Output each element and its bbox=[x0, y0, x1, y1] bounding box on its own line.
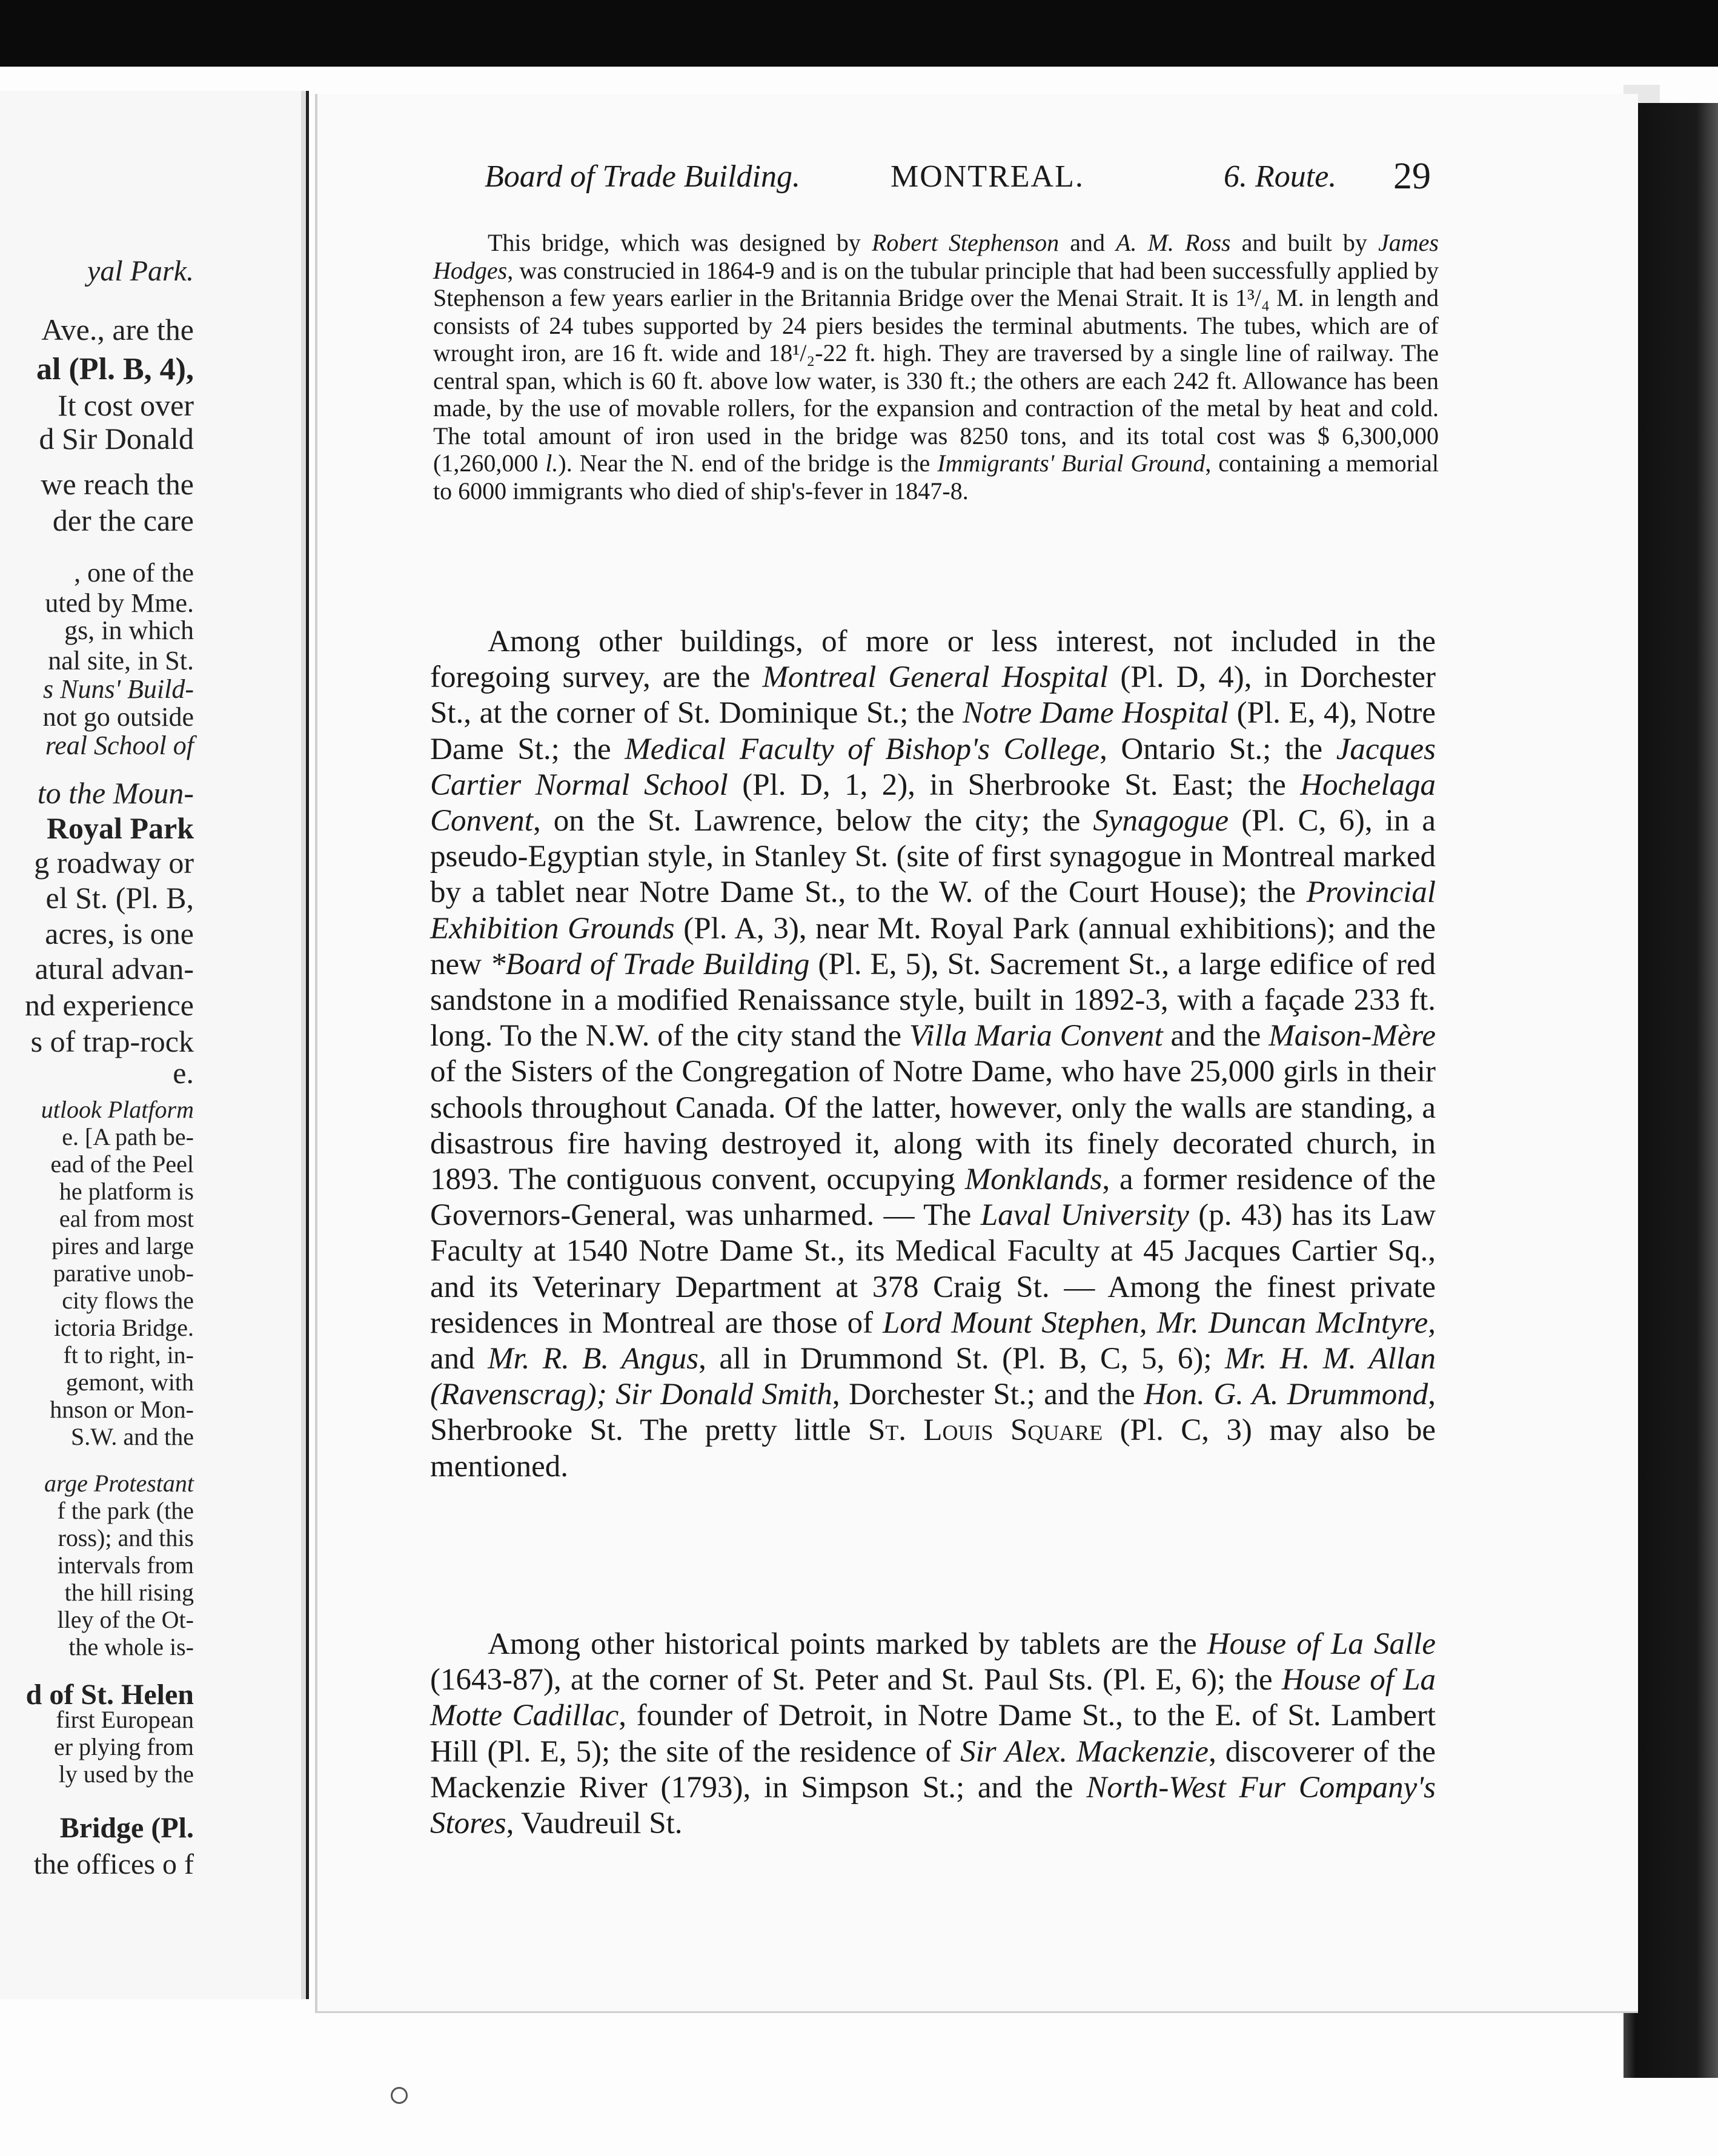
left-page-line: lley of the Ot- bbox=[57, 1606, 194, 1633]
header-section-title: Board of Trade Building. bbox=[485, 159, 800, 194]
left-page-line: , one of the bbox=[74, 558, 194, 588]
left-page-line: al (Pl. B, 4), bbox=[36, 352, 194, 386]
bridge-note-paragraph: This bridge, which was designed by Robert Stephenson and A. M. Ross and built by James Hodges, was construcied in 1864-9 and is on the tubular principle that had been successfully applied by Stephenson a few years earlier in the Britannia Bridge over the Menai Strait. It is 1³/₄ M. in length and consists of 24 tubes supported by 24 piers besides the terminal abutments. The tubes, which are of wrought iron, are 16 ft. wide and 18¹/₂-22 ft. high. They are traversed by a single line of railway. The central span, which is 60 ft. above low water, is 330 ft.; the others are each 242 ft. Allowance has been made, by the use of movable rollers, for the expansion and contraction of the metal by heat and cold. The total amount of iron used in the bridge was 8250 tons, and its total cost was $ 6,300,000 (1,260,000 l.). Near the N. end of the bridge is the Immigrants' Burial Ground, containing a memorial to 6000 immigrants who died of ship's-fever in 1847-8. bbox=[433, 229, 1439, 505]
left-page-line: d of St. Helen bbox=[25, 1679, 194, 1711]
left-page-line: hnson or Mon- bbox=[50, 1396, 194, 1423]
left-page-line: we reach the bbox=[41, 467, 194, 501]
left-page-line: ly used by the bbox=[58, 1760, 194, 1788]
historical-points-paragraph: Among other historical points marked by tablets are the House of La Salle (1643-87), at the corner of St. Peter and St. Paul Sts. (Pl. E, 6); the House of La Motte Cadillac, founder of Detroit, in Notre Dame St., to the E. of St. Lambert Hill (Pl. E, 5); the site of the residence of Sir Alex. Mackenzie, discoverer of the Mackenzie River (1793), in Simpson St.; and the North-West Fur Company's Stores, Vaudreuil St. bbox=[430, 1627, 1436, 1841]
left-page-line: e. bbox=[173, 1056, 194, 1090]
left-page-line: S.W. and the bbox=[71, 1423, 194, 1450]
left-page-line: the hill rising bbox=[64, 1579, 194, 1606]
header-city: MONTREAL. bbox=[891, 159, 1084, 194]
left-page-line: f the park (the bbox=[57, 1497, 194, 1524]
left-page-line: he platform is bbox=[59, 1178, 194, 1205]
left-page-line: gemont, with bbox=[65, 1368, 194, 1396]
left-page-line: Royal Park bbox=[46, 811, 194, 845]
left-page-line: er plying from bbox=[53, 1733, 194, 1760]
left-page-line: parative unob- bbox=[53, 1259, 194, 1287]
buildings-paragraph: Among other buildings, of more or less interest, not included in the foregoing survey, are the Montreal General Hospital (Pl. D, 4), in Dorchester St., at the corner of St. Dominique St.; the Notre Dame Hospital (Pl. E, 4), Notre Dame St.; the Medical Faculty of Bishop's College, Ontario St.; the Jacques Cartier Normal School (Pl. D, 1, 2), in Sherbrooke St. East; the Hochelaga Convent, on the St. Lawrence, below the city; the Synagogue (Pl. C, 6), in a pseudo-Egyptian style, in Stanley St. (site of first synagogue in Montreal marked by a tablet near Notre Dame St., to the W. of the Court House); the Provincial Exhibition Grounds (Pl. A, 3), near Mt. Royal Park (annual exhibitions); and the new *Board of Trade Building (Pl. E, 5), St. Sacrement St., a large edifice of red sandstone in a modified Renaissance style, built in 1892-3, with a façade 233 ft. long. To the N.W. of the city stand the Villa Maria Convent and the Maison-Mère of the Sisters of the Congregation of Notre Dame, who have 25,000 girls in their schools throughout Canada. Of the latter, however, only the walls are standing, a disastrous fire having destroyed it, along with its finely decorated church, in 1893. The contiguous convent, occupying Monklands, a former residence of the Governors-General, was unharmed. — The Laval University (p. 43) has its Law Faculty at 1540 Notre Dame St., its Medical Faculty at 45 Jacques Cartier Sq., and its Veterinary Department at 378 Craig St. — Among the finest private residences in Montreal are those of Lord Mount Stephen, Mr. Duncan McIntyre, and Mr. R. B. Angus, all in Drummond St. (Pl. B, C, 5, 6); Mr. H. M. Allan (Ravenscrag); Sir Donald Smith, Dorchester St.; and the Hon. G. A. Drummond, Sherbrooke St. The pretty little St. Louis Square (Pl. C, 3) may also be mentioned. bbox=[430, 625, 1436, 1484]
running-header bbox=[485, 156, 1454, 201]
left-page-line: ft to right, in- bbox=[63, 1341, 194, 1368]
left-page-line: uted by Mme. bbox=[45, 588, 194, 618]
page-number: 29 bbox=[1393, 156, 1431, 197]
left-page-line: ictoria Bridge. bbox=[53, 1314, 194, 1341]
left-page-line: der the care bbox=[52, 503, 194, 537]
left-page-line: el St. (Pl. B, bbox=[45, 881, 194, 915]
header-route: 6. Route. bbox=[1224, 159, 1337, 194]
scan-mark bbox=[391, 2087, 408, 2104]
left-page-line: It cost over bbox=[58, 388, 194, 422]
left-page-line: e. [A path be- bbox=[62, 1123, 194, 1150]
left-page-line: ross); and this bbox=[58, 1524, 194, 1551]
left-page-line: ead of the Peel bbox=[50, 1150, 194, 1178]
left-page-line: the whole is- bbox=[68, 1633, 194, 1660]
left-page-line: nd experience bbox=[24, 988, 194, 1022]
left-page-line: city flows the bbox=[62, 1287, 194, 1314]
left-page-line: real School of bbox=[45, 731, 194, 760]
left-page-line: g roadway or bbox=[34, 846, 194, 880]
left-page-line: intervals from bbox=[57, 1551, 194, 1579]
left-page-line: the offices o f bbox=[33, 1848, 194, 1880]
left-page-line: pires and large bbox=[51, 1232, 194, 1259]
left-page-line: d Sir Donald bbox=[39, 422, 194, 456]
left-page-line: yal Park. bbox=[87, 255, 194, 287]
left-page-line: not go outside bbox=[42, 702, 194, 732]
left-page-line: atural advan- bbox=[35, 952, 194, 986]
left-page-line: to the Moun- bbox=[37, 776, 194, 810]
left-page-line: s of trap-rock bbox=[30, 1024, 194, 1058]
left-page-line: first European bbox=[56, 1706, 194, 1733]
left-page-line: Ave., are the bbox=[41, 313, 194, 347]
left-page-line: s Nuns' Build- bbox=[43, 674, 194, 704]
left-page-line: gs, in which bbox=[64, 615, 194, 645]
left-page-line: acres, is one bbox=[45, 917, 194, 950]
left-page-edge bbox=[301, 91, 306, 1999]
left-page-line: eal from most bbox=[59, 1205, 194, 1232]
left-page-line: Bridge (Pl. bbox=[59, 1812, 194, 1844]
left-page-line: nal site, in St. bbox=[48, 646, 194, 675]
left-page-line: arge Protestant bbox=[44, 1470, 194, 1497]
left-page-line: utlook Platform bbox=[41, 1096, 194, 1123]
scan-top-border bbox=[0, 0, 1718, 67]
left-page bbox=[0, 91, 309, 1999]
